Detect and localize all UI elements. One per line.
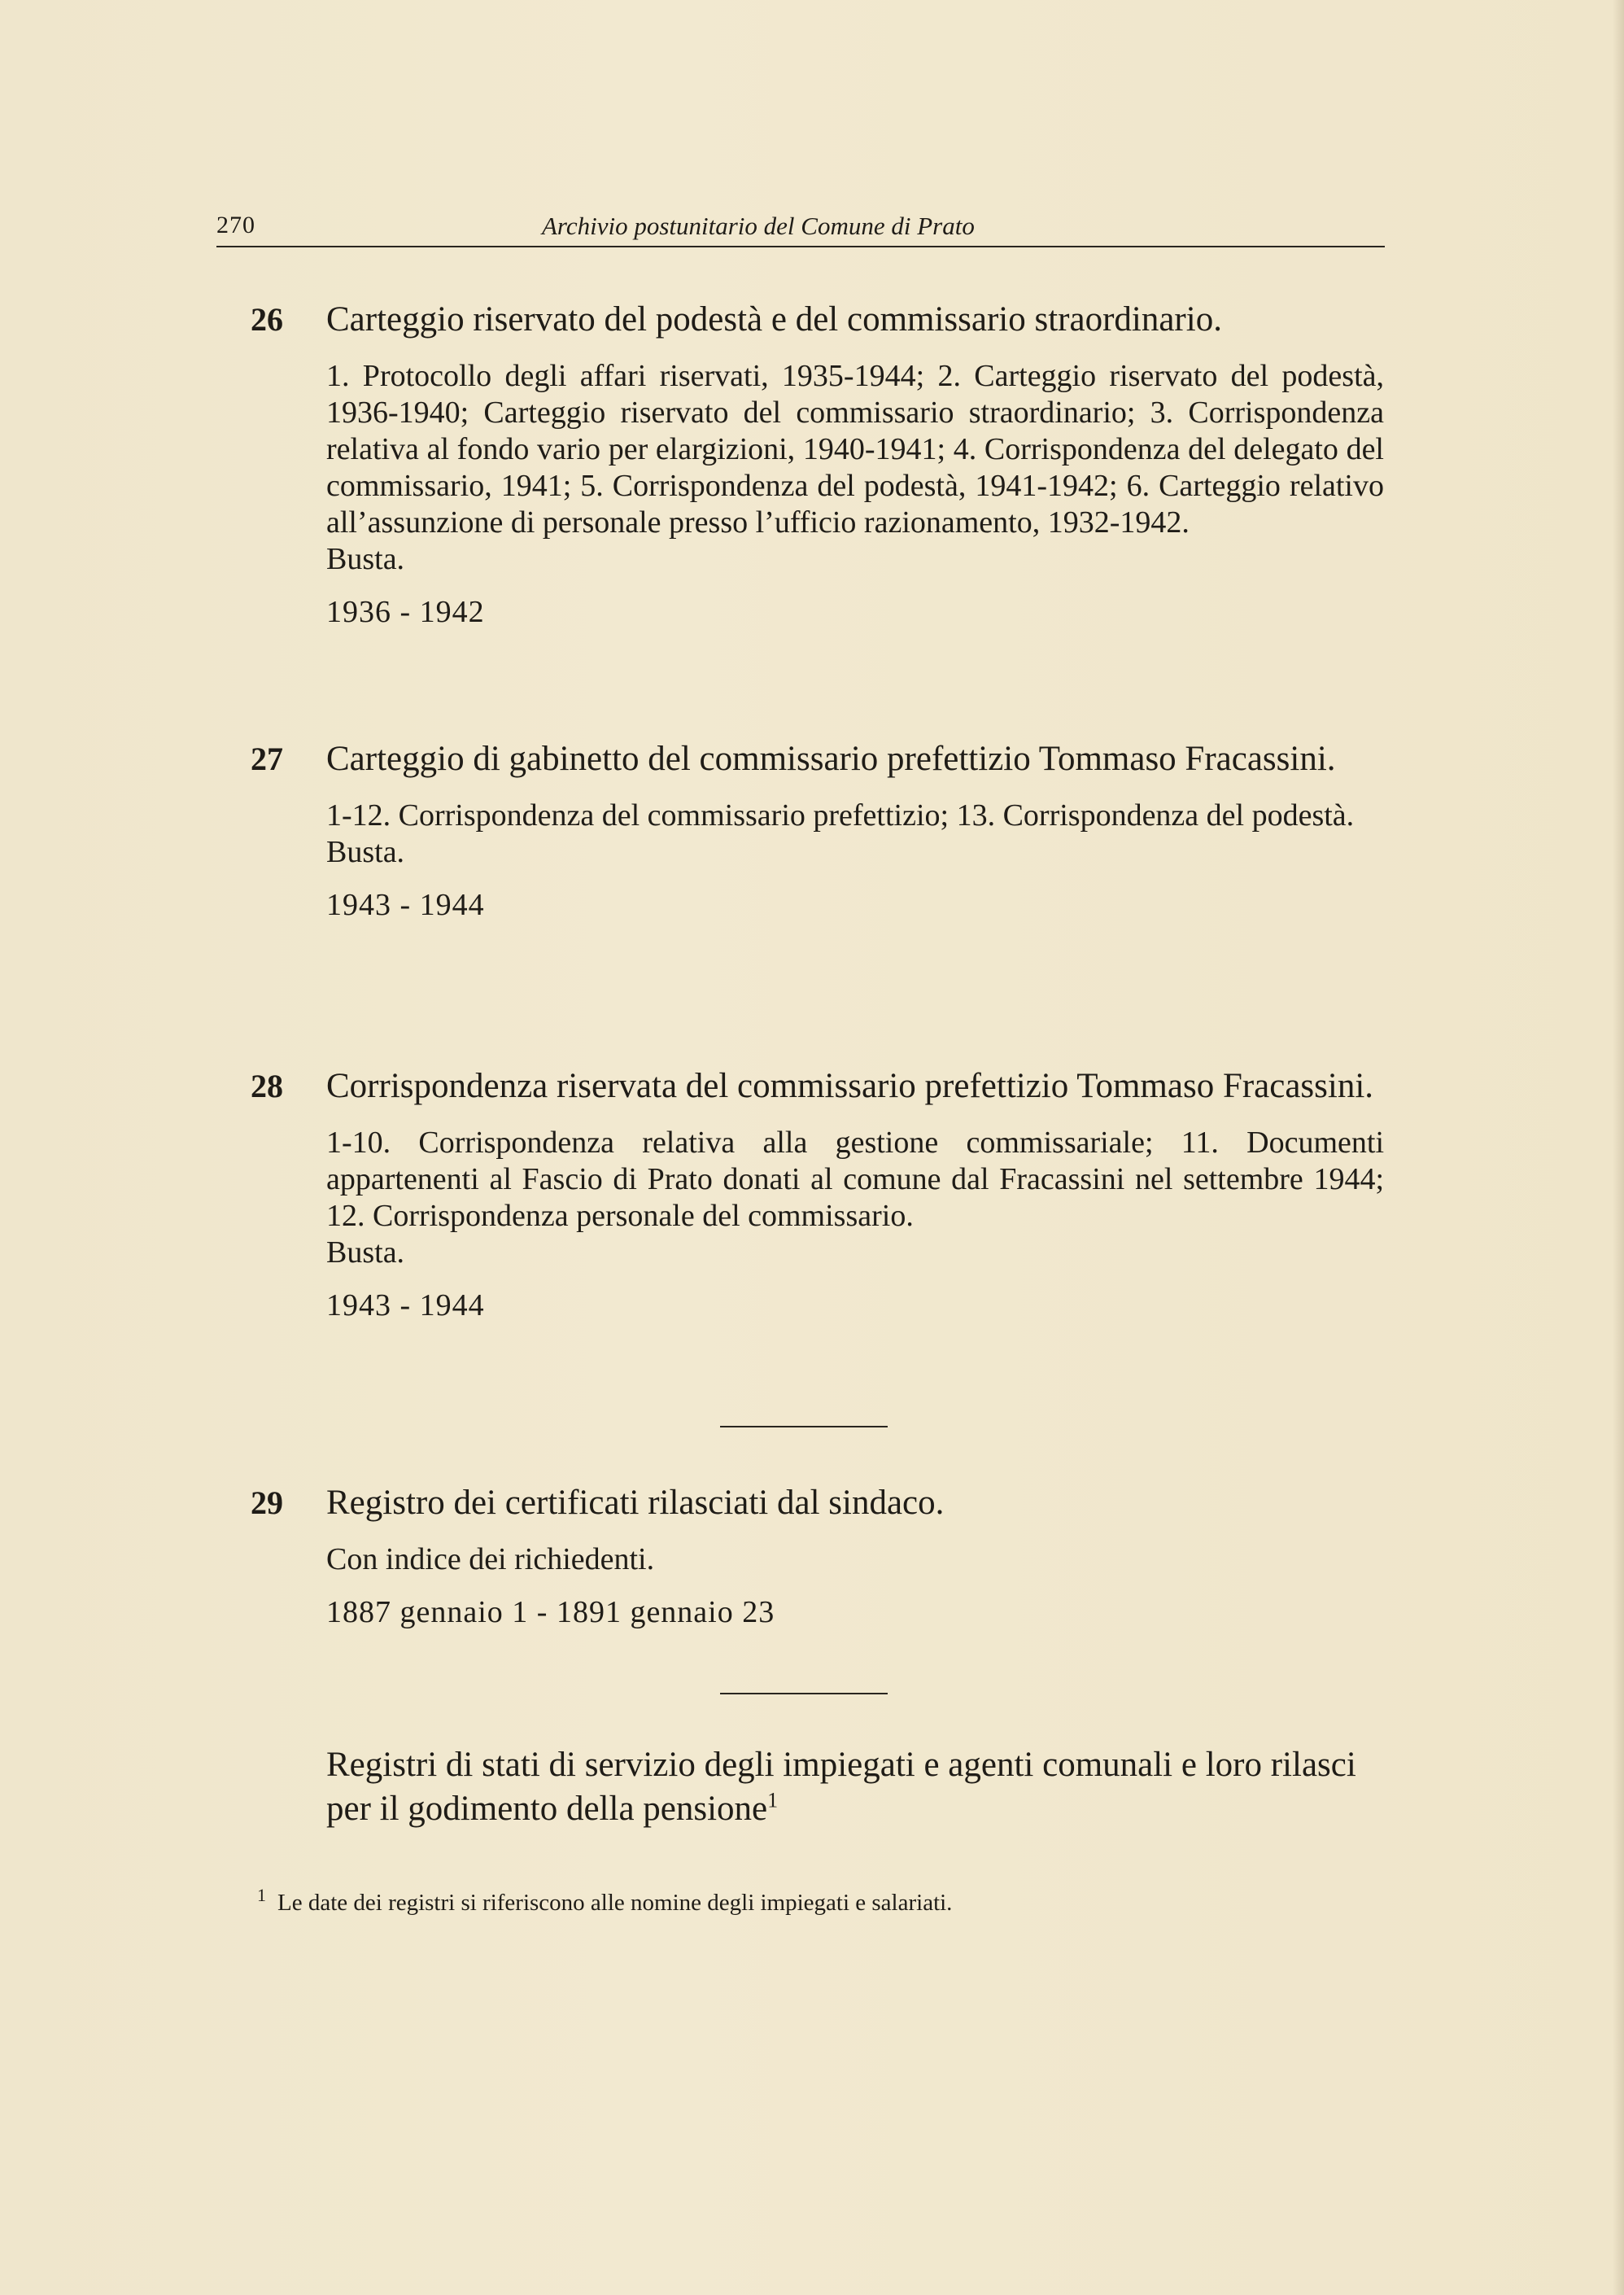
entry-title: Registro dei certificati rilasciati dal sindaco. (326, 1484, 945, 1522)
footnote-number: 1 (257, 1885, 266, 1906)
section-heading-text: Registri di stati di servizio degli impiegati e agenti comunali e loro rilasci per il godimento della pensione (326, 1746, 1356, 1828)
entry-description: Con indice dei richiedenti. (326, 1542, 655, 1576)
entry-dates: 1936 - 1942 (326, 595, 485, 629)
footnote (257, 1885, 1380, 1917)
entry-container: Busta. (326, 542, 405, 576)
footnote-text: Le date dei registri si riferiscono alle nomine degli impiegati e salariati. (277, 1890, 953, 1916)
entry-dates: 1887 gennaio 1 - 1891 gennaio 23 (326, 1595, 775, 1629)
entry-container: Busta. (326, 1235, 405, 1270)
entry-number: 26 (251, 301, 283, 338)
entry-dates: 1943 - 1944 (326, 1288, 485, 1322)
entry-body (326, 739, 1384, 924)
page-number: 270 (216, 212, 255, 238)
entry-container: Busta. (326, 835, 405, 869)
entry-number: 29 (251, 1484, 283, 1521)
entry-description: 1. Protocollo degli affari riservati, 1935-1944; 2. Carteggio riservato del podestà, 1936-1940; Carteggio riservato del commissario straordinario; 3. Corrispondenza relativa al fondo vario per elargizioni, 1940-1941; 4. Corrispondenza del delegato del commissario, 1941; 5. Corrispondenza del podestà, 1941-1942; 6. Carteggio relativo all’assunzione di personale presso l’ufficio razionamento, 1932-1942. (326, 359, 1384, 540)
entry-number: 28 (251, 1068, 283, 1104)
entry-title: Carteggio di gabinetto del commissario prefettizio Tommaso Fracassini. (326, 740, 1336, 778)
entry-body (326, 1066, 1384, 1324)
entry-title: Corrispondenza riservata del commissario prefettizio Tommaso Fracassini. (326, 1067, 1374, 1105)
entry-description: 1-12. Corrispondenza del commissario prefettizio; 13. Corrispondenza del podestà. (326, 798, 1355, 833)
entry-dates: 1943 - 1944 (326, 888, 485, 922)
page-header (216, 205, 1385, 247)
footnote-marker: 1 (767, 1788, 779, 1812)
page-edge-shadow (1613, 0, 1624, 2295)
running-title: Archivio postunitario del Comune di Prato (542, 212, 975, 240)
entry-body (326, 1483, 1384, 1631)
entry-title: Carteggio riservato del podestà e del commissario straordinario. (326, 300, 1222, 339)
entry-description: 1-10. Corrispondenza relativa alla gestione commissariale; 11. Documenti appartenenti al Fascio di Prato donati al comune dal Fracassini nel settembre 1944; 12. Corrispondenza personale del commissario. (326, 1126, 1384, 1233)
separator-rule (720, 1693, 888, 1694)
entry-body (326, 299, 1384, 631)
entry-number: 27 (251, 741, 283, 777)
separator-rule (720, 1426, 888, 1427)
section-heading (326, 1743, 1384, 1831)
